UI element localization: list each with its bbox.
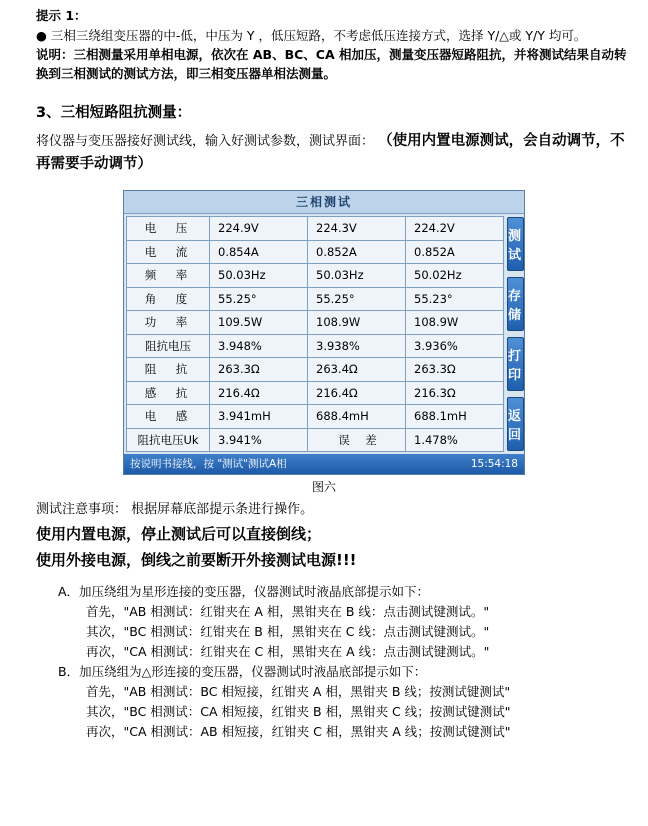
back-button[interactable]: 返回 (507, 397, 524, 451)
device-body (124, 214, 524, 454)
cell-value: 3.938% (308, 334, 406, 358)
tip-explain (36, 45, 638, 83)
cell-value: 216.4Ω (308, 381, 406, 405)
cell-value: 109.5W (210, 311, 308, 335)
list-item: 其次，"BC 相测试：红钳夹在 B 相，黑钳夹在 C 线：点击测试键测试。" (86, 624, 490, 639)
list-item-b-head: B．加压绕组为△形连接的变压器，仪器测试时液晶底部提示如下： (58, 664, 427, 679)
cell-value: 0.852A (406, 240, 504, 264)
cell-value: 263.3Ω (210, 358, 308, 382)
section-title: 3、三相短路阻抗测量： (36, 105, 192, 121)
table-row (127, 217, 504, 241)
status-time: 15:54:18 (470, 457, 518, 470)
cell-value: 216.4Ω (210, 381, 308, 405)
row-label: 电 感 (127, 405, 210, 429)
table-row (127, 240, 504, 264)
cell-value: 216.3Ω (406, 381, 504, 405)
row-label: 电 压 (127, 217, 210, 241)
row-label: 电 流 (127, 240, 210, 264)
list-item: 首先，"AB 相测试：红钳夹在 A 相，黑钳夹在 B 线：点击测试键测试。" (86, 604, 490, 619)
tip-explain-text: 三相测量采用单相电源，依次在 AB、BC、CA 相加压，测量变压器短路阻抗，并将测试结果自动转换到三相测试的测试方法，即三相变压器单相法测量。 (36, 47, 627, 81)
cell-value: 224.9V (210, 217, 308, 241)
cell-value: 0.852A (308, 240, 406, 264)
device-title: 三相测试 (124, 191, 524, 214)
device-screen (123, 190, 525, 475)
table-row (127, 311, 504, 335)
cell-value: 3.936% (406, 334, 504, 358)
figure-caption: 图六 (311, 480, 336, 494)
row-label: 功 率 (127, 311, 210, 335)
tip-heading: 提示 1： (36, 8, 87, 23)
device-button-column (504, 216, 526, 452)
list-item: 首先，"AB 相测试：BC 相短接，红钳夹 A 相，黑钳夹 B 线；按测试键测试" (86, 684, 511, 699)
cell-value: 50.02Hz (406, 264, 504, 288)
summary-value: 3.941% (210, 428, 308, 452)
tip-explain-label: 说明： (36, 47, 74, 62)
table-row (127, 358, 504, 382)
list-item-a-head: A．加压绕组为星形连接的变压器，仪器测试时液晶底部提示如下： (58, 584, 430, 599)
notes-line (36, 499, 638, 520)
list-item: 其次，"BC 相测试：CA 相短接，红钳夹 B 相，黑钳夹 C 线；按测试键测试" (86, 704, 511, 719)
device-status-bar (124, 454, 524, 474)
cell-value: 55.25° (308, 287, 406, 311)
test-button[interactable]: 测试 (507, 217, 524, 271)
notes-block (0, 499, 648, 572)
cell-value: 55.23° (406, 287, 504, 311)
save-button[interactable]: 存储 (507, 277, 524, 331)
table-row (127, 334, 504, 358)
table-row (127, 264, 504, 288)
cell-value: 263.3Ω (406, 358, 504, 382)
section-intro-bold: （使用内置电源测试，会自动调节，不再需要手动调节） (36, 133, 625, 172)
tips-block (0, 6, 648, 83)
row-label: 阻 抗 (127, 358, 210, 382)
section-block (0, 101, 648, 176)
cell-value: 0.854A (210, 240, 308, 264)
procedure-list (0, 582, 648, 742)
document-page (0, 6, 648, 826)
section-intro-text: 将仪器与变压器接好测试线，输入好测试参数，测试界面： (36, 134, 375, 149)
section-intro (36, 130, 638, 176)
print-button[interactable]: 打印 (507, 337, 524, 391)
cell-value: 108.9W (308, 311, 406, 335)
cell-value: 3.941mH (210, 405, 308, 429)
table-row (127, 381, 504, 405)
notes-label: 测试注意事项： (36, 502, 128, 517)
cell-value: 50.03Hz (210, 264, 308, 288)
row-label: 频 率 (127, 264, 210, 288)
cell-value: 263.4Ω (308, 358, 406, 382)
row-label: 感 抗 (127, 381, 210, 405)
row-label: 角 度 (127, 287, 210, 311)
cell-value: 224.3V (308, 217, 406, 241)
list-item: 再次，"CA 相测试：AB 相短接，红钳夹 C 相，黑钳夹 A 线；按测试键测试" (86, 724, 511, 739)
tip-bullet: ● 三相三绕组变压器的中-低，中压为 Y ，低压短路，不考虑低压连接方式，选择 Y/△或 Y/Y 均可。 (36, 28, 587, 43)
error-label: 误 差 (308, 428, 406, 452)
status-text: 按说明书接线，按 "测试"测试A相 (130, 458, 287, 470)
cell-value: 688.4mH (308, 405, 406, 429)
table-row (127, 287, 504, 311)
cell-value: 688.1mH (406, 405, 504, 429)
error-value: 1.478% (406, 428, 504, 452)
cell-value: 55.25° (210, 287, 308, 311)
table-row (127, 405, 504, 429)
table-row-summary (127, 428, 504, 452)
measurement-table (126, 216, 504, 452)
cell-value: 50.03Hz (308, 264, 406, 288)
cell-value: 3.948% (210, 334, 308, 358)
warning-line-1: 使用内置电源，停止测试后可以直接倒线； (36, 525, 322, 543)
summary-label: 阻抗电压Uk (127, 428, 210, 452)
list-item: 再次，"CA 相测试：红钳夹在 C 相，黑钳夹在 A 线：点击测试键测试。" (86, 644, 490, 659)
cell-value: 108.9W (406, 311, 504, 335)
cell-value: 224.2V (406, 217, 504, 241)
notes-text: 根据屏幕底部提示条进行操作。 (131, 502, 314, 517)
row-label: 阻抗电压 (127, 334, 210, 358)
warning-line-2: 使用外接电源，倒线之前要断开外接测试电源!!! (36, 551, 357, 569)
